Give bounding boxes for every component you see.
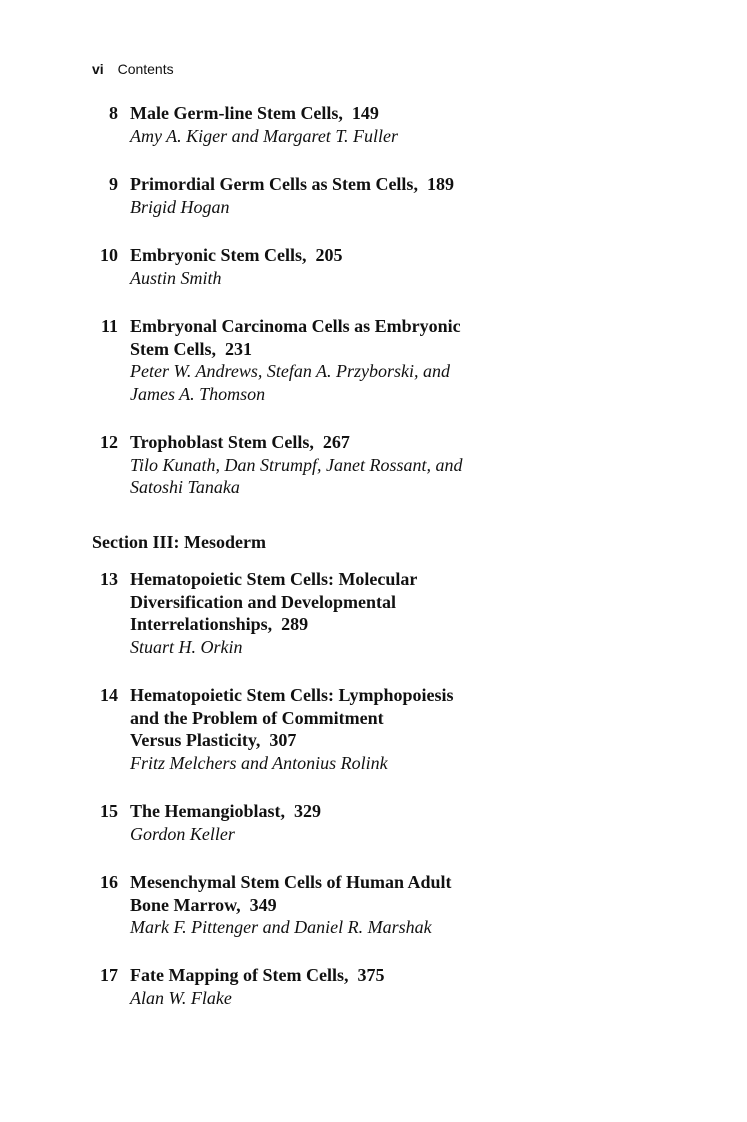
chapter-title-line: and the Problem of Commitment — [130, 707, 384, 728]
chapter-authors: Brigid Hogan — [130, 196, 230, 217]
chapter-authors: Austin Smith — [130, 267, 222, 288]
chapter-authors-line: Peter W. Andrews, Stefan A. Przyborski, and — [130, 361, 450, 381]
chapter-number: 11 — [100, 316, 118, 336]
chapter-authors: Mark F. Pittenger and Daniel R. Marshak — [130, 917, 432, 937]
toc-entry[interactable] — [92, 315, 652, 405]
chapter-authors: Fritz Melchers and Antonius Rolink — [130, 752, 388, 773]
chapter-number: 17 — [100, 965, 118, 985]
toc-entry[interactable] — [92, 568, 652, 658]
chapter-title-line: Hematopoietic Stem Cells: Lymphopoiesis — [130, 685, 454, 705]
chapter-title-line: Stem Cells, 231 — [130, 338, 252, 359]
running-header — [92, 60, 174, 78]
chapter-title: Trophoblast Stem Cells, 267 — [130, 432, 350, 452]
toc-entry[interactable] — [92, 173, 652, 218]
toc-entry[interactable] — [92, 800, 652, 845]
chapter-title: Fate Mapping of Stem Cells, 375 — [130, 965, 385, 985]
chapter-authors-line: Satoshi Tanaka — [130, 477, 240, 497]
chapter-number: 14 — [100, 685, 118, 705]
section-heading: Section III: Mesoderm — [92, 532, 266, 552]
page-folio: vi — [92, 61, 104, 77]
toc-entry[interactable] — [92, 964, 652, 1009]
toc-entry[interactable] — [92, 871, 652, 939]
chapter-title-line: Hematopoietic Stem Cells: Molecular — [130, 569, 418, 589]
toc-entry[interactable] — [92, 684, 652, 774]
toc-entry[interactable] — [92, 102, 652, 147]
chapter-authors: Gordon Keller — [130, 823, 235, 844]
chapter-title-line: Mesenchymal Stem Cells of Human Adult — [130, 872, 452, 892]
toc-entry[interactable] — [92, 431, 652, 499]
chapter-title: The Hemangioblast, 329 — [130, 801, 322, 821]
chapter-number: 10 — [100, 245, 118, 265]
chapter-title-line: Diversification and Developmental — [130, 591, 396, 612]
chapter-authors: Amy A. Kiger and Margaret T. Fuller — [130, 125, 398, 146]
toc-entry[interactable] — [92, 244, 652, 289]
chapter-title-line: Bone Marrow, 349 — [130, 894, 277, 915]
chapter-number: 13 — [100, 569, 118, 589]
chapter-title: Male Germ-line Stem Cells, 149 — [130, 103, 379, 123]
chapter-title-line: Versus Plasticity, 307 — [130, 730, 297, 750]
chapter-number: 12 — [100, 432, 118, 452]
chapter-authors: Alan W. Flake — [130, 987, 232, 1008]
chapter-number: 8 — [109, 103, 118, 123]
chapter-title: Primordial Germ Cells as Stem Cells, 189 — [130, 174, 454, 194]
chapter-title-line: Interrelationships, 289 — [130, 614, 309, 634]
chapter-authors: Stuart H. Orkin — [130, 636, 243, 657]
chapter-authors-line: James A. Thomson — [130, 383, 266, 404]
chapter-number: 9 — [109, 174, 118, 194]
chapter-title: Embryonic Stem Cells, 205 — [130, 245, 343, 265]
chapter-title-line: Embryonal Carcinoma Cells as Embryonic — [130, 316, 461, 336]
chapter-number: 16 — [100, 872, 118, 892]
chapter-authors-line: Tilo Kunath, Dan Strumpf, Janet Rossant, and — [130, 454, 463, 475]
running-title: Contents — [117, 61, 174, 77]
chapter-number: 15 — [100, 801, 118, 821]
